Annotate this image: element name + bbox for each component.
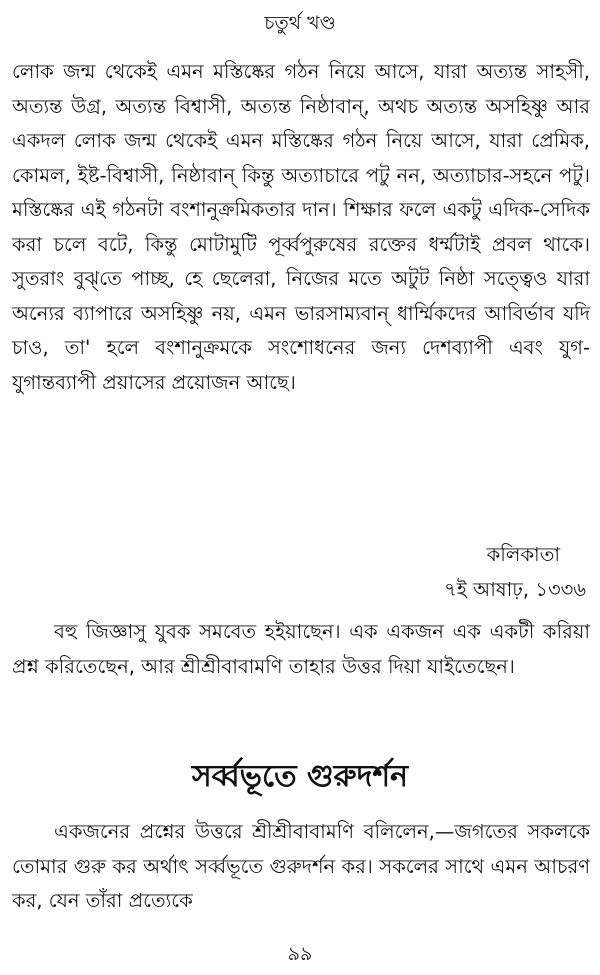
page-number: ৯৯ [287, 943, 313, 965]
section-heading: সর্ব্বভূতে গুরুদর্শন [191, 759, 409, 794]
paragraph-section-start: একজনের প্রশ্নের উত্তরে শ্রীশ্রীবাবামণি বলিলেন,—জগতের সকলকে তোমার গুরু কর অর্থাৎ সর্ব্বভূতে গুরুদর্শন কর। সকলের সাথে এমন আচরণ কর, যেন তাঁরা প্রত্যেকে [12, 820, 590, 912]
dateline-place: কলিকাতা [486, 543, 560, 566]
paragraph-continued: লোক জন্ম থেকেই এমন মস্তিষ্কের গঠন নিয়ে আসে, যারা অত্যন্ত সাহসী, অত্যন্ত উগ্র, অত্যন্ত বিশ্বাসী, অত্যন্ত নিষ্ঠাবান্‌, অথচ অত্যন্ত অসহিষ্ণু আর একদল লোক জন্ম থেকেই এমন মস্তিষ্কের গঠন নিয়ে আসে, যারা প্রেমিক, কোমল, ইষ্ট-বিশ্বাসী, নিষ্ঠাবান্‌ কিন্তু অত্যাচারে পটু নন, অত্যাচার-সহনে পটু। মস্তিষ্কের এই গঠনটা বংশানুক্রমিকতার দান। শিক্ষার ফলে একটু এদিক-সেদিক করা চলে বটে, কিন্তু মোটামুটি পূর্ব্বপুরুষের রক্তের ধর্ম্মটাই প্রবল থাকে। সুতরাং বুঝ্‌তে পাচ্ছ, হে ছেলেরা, নিজের মতে অটুট নিষ্ঠা সত্ত্বেও যারা অন্যের ব্যাপারে অসহিষ্ণু নয়, এমন ভারসাম্যবান্‌ ধার্ম্মিকদের আবির্ভাব যদি চাও, তা' হলে বংশানুক্রমকে সংশোধনের জন্য দেশব্যাপী এবং যুগ-যুগান্তব্যাপী প্রয়াসের প্রয়োজন আছে। [12, 60, 590, 394]
dateline-date: ৭ই আষাঢ়, ১৩৩৬ [444, 578, 586, 601]
running-header: চতুর্থ খণ্ড [264, 12, 336, 34]
paragraph-intro: বহু জিজ্ঞাসু যুবক সমবেত হইয়াছেন। এক একজন এক একটী করিয়া প্রশ্ন করিতেছেন, আর শ্রীশ্রীবাবামণি তাহার উত্তর দিয়া যাইতেছেন। [12, 620, 590, 678]
